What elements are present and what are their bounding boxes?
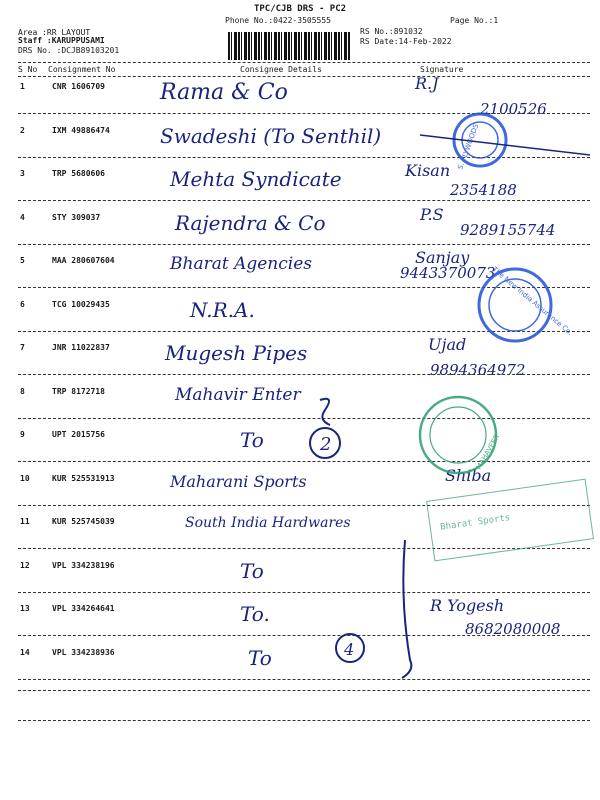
- row-sno: 14: [20, 647, 30, 657]
- staff-label: Staff :KARUPPUSAMI: [18, 36, 105, 45]
- row-consignment: CNR 1606709: [52, 82, 105, 91]
- page-title: TPC/CJB DRS - PC2: [253, 4, 347, 14]
- row-phone: 9443370073: [400, 264, 496, 282]
- row-consignee: Maharani Sports: [170, 471, 307, 491]
- col-consignment: Consignment No: [48, 65, 116, 74]
- row-signature: Kisan: [405, 161, 451, 180]
- row-signature: P.S: [420, 204, 444, 224]
- col-signature: Signature: [420, 65, 464, 74]
- row-consignee: To: [240, 428, 264, 452]
- row-signature: R Yogesh: [430, 596, 505, 615]
- row-consignment: VPL 334238936: [52, 647, 115, 657]
- drs-number: DRS No. :DCJB89103201: [18, 46, 120, 55]
- row-sno: 3: [20, 169, 25, 178]
- row-signature: Sanjay: [415, 248, 470, 267]
- row-signature: Ujad: [428, 335, 467, 354]
- row-phone: 9289155744: [460, 220, 556, 239]
- rs-number: RS No.:891032: [360, 27, 423, 36]
- stamp-plywoods-text: S. PLYWOODS: [456, 122, 481, 171]
- row-sno: 4: [20, 212, 25, 222]
- row-sno: 6: [20, 299, 25, 309]
- row-sno: 11: [20, 517, 30, 526]
- row-sno: 9: [20, 430, 25, 439]
- row-consignment: JNR 11022837: [52, 343, 110, 352]
- row-sno: 10: [20, 473, 30, 483]
- phone-number: Phone No.:0422-3505555: [225, 16, 331, 25]
- row-consignment: UPT 2015756: [52, 430, 105, 439]
- row-consignment: VPL 334238196: [52, 560, 115, 570]
- row-consignment: KUR 525745039: [52, 517, 115, 526]
- row-consignee: To: [240, 558, 264, 583]
- row-consignment: TRP 8172718: [52, 386, 105, 396]
- row-sno: 8: [20, 386, 25, 396]
- row-consignee: Mehta Syndicate: [170, 167, 342, 191]
- footer-divider: [18, 690, 590, 691]
- row-consignment: IXM 49886474: [52, 125, 110, 135]
- stamp-new-india-text: The New India Assurance Co.: [490, 265, 574, 338]
- row-sno: 13: [20, 604, 30, 613]
- row-consignee: Mugesh Pipes: [165, 341, 308, 365]
- row-sno: 1: [20, 82, 25, 91]
- stamp-mahaveer-text: MAHAVEER: [474, 433, 502, 471]
- circle-mark-12-14: [336, 634, 364, 662]
- row-consignee: Rajendra & Co: [175, 210, 326, 235]
- row-sno: 12: [20, 560, 30, 570]
- row-consignee: Rama & Co: [160, 80, 288, 105]
- row-consignee: South India Hardwares: [185, 515, 351, 531]
- row-signature: Shiba: [445, 465, 492, 485]
- brace-8: [320, 399, 330, 425]
- stamp-mahaveer: [420, 397, 501, 473]
- footer-divider-2: [18, 720, 590, 721]
- circle-mark-8-9: [310, 428, 340, 458]
- area-label: Area :RR LAYOUT: [18, 28, 91, 37]
- row-consignee: N.R.A.: [190, 297, 255, 322]
- circle-mark-8-9-text: 2: [320, 434, 332, 455]
- row-consignment: STY 309037: [52, 212, 101, 222]
- row-phone: 8682080008: [465, 620, 561, 638]
- page-number: Page No.:1: [450, 16, 499, 25]
- row-consignment: TCG 10029435: [52, 299, 110, 309]
- row-consignee: Swadeshi (To Senthil): [160, 123, 382, 148]
- row-phone: 2354188: [450, 181, 517, 199]
- row-consignment: VPL 334264641: [52, 604, 115, 613]
- row-sno: 5: [20, 256, 25, 265]
- row-consignee: Bharat Agencies: [170, 254, 312, 274]
- row-consignment: MAA 280607604: [52, 256, 115, 265]
- row-phone: 2100526: [480, 100, 547, 118]
- stamp-rectangular: [427, 479, 594, 561]
- row-sno: 2: [20, 125, 25, 135]
- row-consignment: TRP 5680606: [52, 169, 105, 178]
- circle-mark-12-14-text: 4: [344, 640, 355, 659]
- col-sno: S No: [18, 65, 38, 74]
- stamp-rect-text: Bharat Sports: [439, 513, 511, 533]
- row-sno: 7: [20, 343, 25, 352]
- row-signature: R.J: [415, 74, 439, 93]
- row-consignment: KUR 525531913: [52, 473, 115, 483]
- row-phone: 9894364972: [430, 361, 526, 379]
- brace-12-14: [402, 540, 411, 678]
- stamp-new-india: [479, 265, 574, 341]
- row-consignee: To: [248, 645, 272, 670]
- row-consignee: To.: [240, 602, 270, 626]
- col-consignee: Consignee Details: [240, 65, 322, 74]
- row-consignee: Mahavir Enter: [175, 384, 301, 405]
- rs-date: RS Date:14-Feb-2022: [360, 37, 452, 46]
